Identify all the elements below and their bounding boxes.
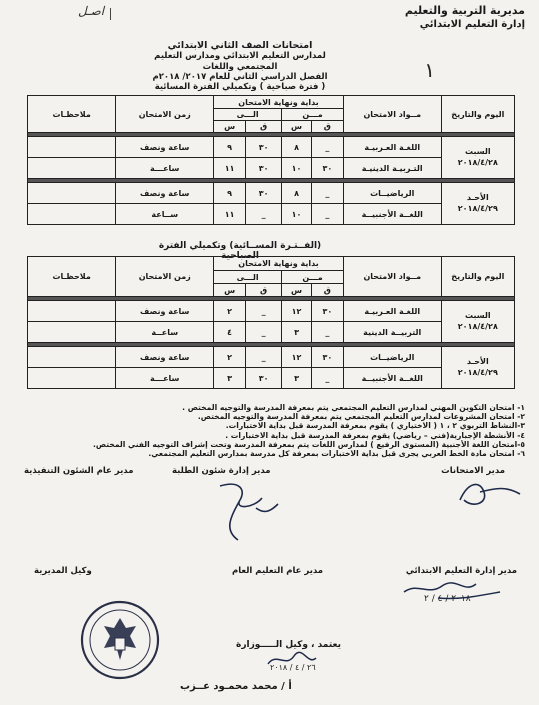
header-to-q: ق: [246, 284, 282, 297]
administration-name: إدارة التعليم الابتدائي: [419, 19, 525, 30]
sig-student-affairs-director: مدير إدارة شئون الطلبة: [172, 466, 271, 476]
signature-student-affairs: [200, 478, 290, 548]
notes-cell: [28, 301, 116, 322]
header-start-end: بداية ونهاية الامتحان: [214, 257, 344, 271]
to-s-cell: ٩: [214, 183, 246, 204]
header-from-q: ق: [311, 284, 343, 297]
to-q-cell: ٣٠: [246, 183, 282, 204]
from-s-cell: ١٠: [282, 204, 312, 225]
to-q-cell: ٣٠: [246, 158, 282, 179]
from-q-cell: ٣٠: [311, 347, 343, 368]
table-row: [28, 183, 515, 204]
to-q-cell: _: [246, 347, 282, 368]
exam-date: ٢٠١٨/٤/٢٨: [457, 321, 498, 331]
document-title: [140, 40, 340, 92]
sig-directorate-deputy: وكيل المديرية: [34, 566, 92, 576]
duration-cell: ساعة ونصف: [116, 183, 214, 204]
header-to-s: س: [214, 284, 246, 297]
sig-primary-ed-director: مدير إدارة التعليم الابتدائي: [405, 566, 517, 576]
exam-date: ٢٠١٨/٤/٢٩: [457, 367, 498, 377]
header-to-s: س: [214, 121, 246, 133]
to-q-cell: _: [246, 322, 282, 343]
day-name: السبت: [465, 310, 491, 320]
signature-exams-director: [450, 474, 530, 510]
subject-cell: الرياضيــات: [343, 183, 441, 204]
subject-cell: اللغــة الأجنبيــة: [343, 204, 441, 225]
header-to: الـــى: [214, 109, 282, 121]
handwritten-approval-date: ٢٦ / ٤ / ٢٠١٨: [270, 663, 316, 672]
document-header: [405, 4, 525, 30]
title-line-2: لمدارس التعليم الابتدائي ومدارس التعليم المجتمعي واللغات: [154, 51, 326, 72]
subject-cell: التربيــة الدينية: [343, 322, 441, 343]
note-item: ٤- الأنشطة الإجبارية(فني – رياضي) يقوم بمعرفة المدرسة قبل بداية الاختبارات .: [225, 430, 525, 440]
exam-date: ٢٠١٨/٤/٢٨: [457, 157, 498, 167]
to-s-cell: ٤: [214, 322, 246, 343]
from-q-cell: ٣٠: [311, 158, 343, 179]
subject-cell: اللغـة العـربيـة: [343, 137, 441, 158]
header-from-q: ق: [311, 121, 343, 133]
evening-schedule-table: [27, 256, 515, 389]
to-s-cell: ١١: [214, 204, 246, 225]
table-row: [28, 137, 515, 158]
notes-cell: [28, 368, 116, 389]
to-s-cell: ٩: [214, 137, 246, 158]
header-from-s: س: [282, 121, 312, 133]
day-name: السبت: [465, 146, 491, 156]
header-to: الـــى: [214, 271, 282, 284]
signature-primary-director: [398, 574, 508, 608]
handwritten-primary-date: ٢٠١٨ / ٤ / ٢: [424, 594, 471, 604]
from-s-cell: ٨: [282, 137, 312, 158]
header-from: مـــن: [282, 109, 344, 121]
table-row: [28, 301, 515, 322]
duration-cell: ساعة ونصف: [116, 301, 214, 322]
note-item: ٦- امتحان مادة الخط العربي يجرى قبل بداية الاختبارات بمعرفة كل مدرسة بمدارس التعليم المجتمعي.: [148, 449, 525, 459]
header-from: مـــن: [282, 271, 344, 284]
sig-general-ed-director: مدير عام التعليم العام: [232, 566, 324, 576]
handwritten-mark: اصـل: [78, 4, 105, 18]
day-date-cell: [441, 347, 514, 389]
header-from-s: س: [282, 284, 312, 297]
handwritten-stroke: [110, 8, 111, 20]
notes-cell: [28, 204, 116, 225]
duration-cell: ساعة ونصف: [116, 137, 214, 158]
duration-cell: ســاعة: [116, 204, 214, 225]
title-line-1: امتحانات الصف الثاني الابتدائي: [167, 40, 313, 51]
from-q-cell: _: [311, 322, 343, 343]
note-item: ١- امتحان التكوين المهني لمدارس التعليم المجتمعي يتم بمعرفة المدرسة والتوجيه المختص .: [182, 403, 525, 412]
header-notes: ملاحظـات: [28, 96, 116, 133]
day-date-cell: [441, 137, 514, 179]
duration-cell: ساعة ونصف: [116, 347, 214, 368]
from-s-cell: ١٢: [282, 347, 312, 368]
day-date-cell: [441, 301, 514, 343]
sig-minister-deputy-name: أ / محمد محمـود عــزب: [180, 681, 292, 692]
note-item: ٥-امتحان اللغة الأجنبية (المستوى الرفيع ) لمدارس اللغات يتم بمعرفة المدرسة وتحت إشراف التوجيه الفني المختص.: [93, 439, 525, 449]
from-s-cell: ١٠: [282, 158, 312, 179]
header-duration: زمن الامتحان: [116, 96, 214, 133]
signature-approval: [262, 648, 322, 674]
notes-cell: [28, 158, 116, 179]
morning-schedule-table: [27, 95, 515, 225]
day-name: الأحـد: [466, 192, 489, 202]
exam-date: ٢٠١٨/٤/٢٩: [457, 203, 498, 213]
subject-cell: اللغــة الأجنبيــة: [343, 368, 441, 389]
from-s-cell: ٣: [282, 322, 312, 343]
from-q-cell: _: [311, 368, 343, 389]
note-item: ٣-النشاط التربوي ٢ ، ١ ( الاختياري ) يقوم بمعرفة المدرسة قبل بداية الاختبارات.: [225, 421, 525, 431]
notes-list: [25, 403, 525, 458]
sig-exams-director: مدير الامتحانات: [441, 466, 505, 476]
to-s-cell: ٣: [214, 368, 246, 389]
to-q-cell: _: [246, 301, 282, 322]
from-q-cell: _: [311, 137, 343, 158]
page-number-mark: ١: [424, 58, 435, 82]
from-q-cell: _: [311, 204, 343, 225]
title-line-3: الفصل الدراسي الثاني للعام ٢٠١٧/ ٢٠١٨م: [152, 71, 328, 82]
to-q-cell: _: [246, 204, 282, 225]
duration-cell: ساعـــة: [116, 368, 214, 389]
notes-cell: [28, 322, 116, 343]
evening-caption: (الفــتـرة المســائية) وتكميلي الفترة الصباحية: [158, 241, 322, 261]
to-s-cell: ٢: [214, 301, 246, 322]
header-day: اليوم والتاريخ: [441, 96, 514, 133]
to-s-cell: ١١: [214, 158, 246, 179]
day-date-cell: [441, 183, 514, 225]
note-item: ٢- امتحان المشروعات لمدارس التعليم المجتمعي يتم بمعرفة المدرسة والتوجيه المختص.: [197, 412, 525, 422]
sig-approval: يعتمد ، وكيل الـــــوزارة: [236, 640, 341, 650]
from-q-cell: ٣٠: [311, 301, 343, 322]
header-to-q: ق: [246, 121, 282, 133]
eagle-seal-icon: [78, 598, 162, 682]
sig-executive-affairs-director: مدير عام الشئون التنفيذية: [24, 466, 134, 476]
header-subject: مــواد الامتحان: [343, 257, 441, 297]
table-row: [28, 347, 515, 368]
from-q-cell: _: [311, 183, 343, 204]
header-notes: ملاحظـات: [28, 257, 116, 297]
to-q-cell: ٣٠: [246, 137, 282, 158]
directorate-name: مديرية التربية والتعليم: [404, 4, 525, 17]
header-day: اليوم والتاريخ: [441, 257, 514, 297]
notes-cell: [28, 347, 116, 368]
header-start-end: بداية ونهاية الامتحان: [214, 96, 344, 109]
header-duration: زمن الامتحان: [116, 257, 214, 297]
to-q-cell: ٣٠: [246, 368, 282, 389]
notes-cell: [28, 183, 116, 204]
from-s-cell: ٣: [282, 368, 312, 389]
subject-cell: الرياضيــات: [343, 347, 441, 368]
subject-cell: التـربيـة الدينيـة: [343, 158, 441, 179]
from-s-cell: ١٢: [282, 301, 312, 322]
from-s-cell: ٨: [282, 183, 312, 204]
duration-cell: ساعـــة: [116, 158, 214, 179]
to-s-cell: ٢: [214, 347, 246, 368]
subject-cell: اللغـة العـربيـة: [343, 301, 441, 322]
official-seal: [78, 598, 162, 686]
title-line-4: ( فترة صباحية ) وتكميلي الفترة المسائية: [154, 81, 326, 92]
header-subject: مــواد الامتحان: [343, 96, 441, 133]
duration-cell: ساعــة: [116, 322, 214, 343]
day-name: الأحـد: [466, 356, 489, 366]
notes-cell: [28, 137, 116, 158]
